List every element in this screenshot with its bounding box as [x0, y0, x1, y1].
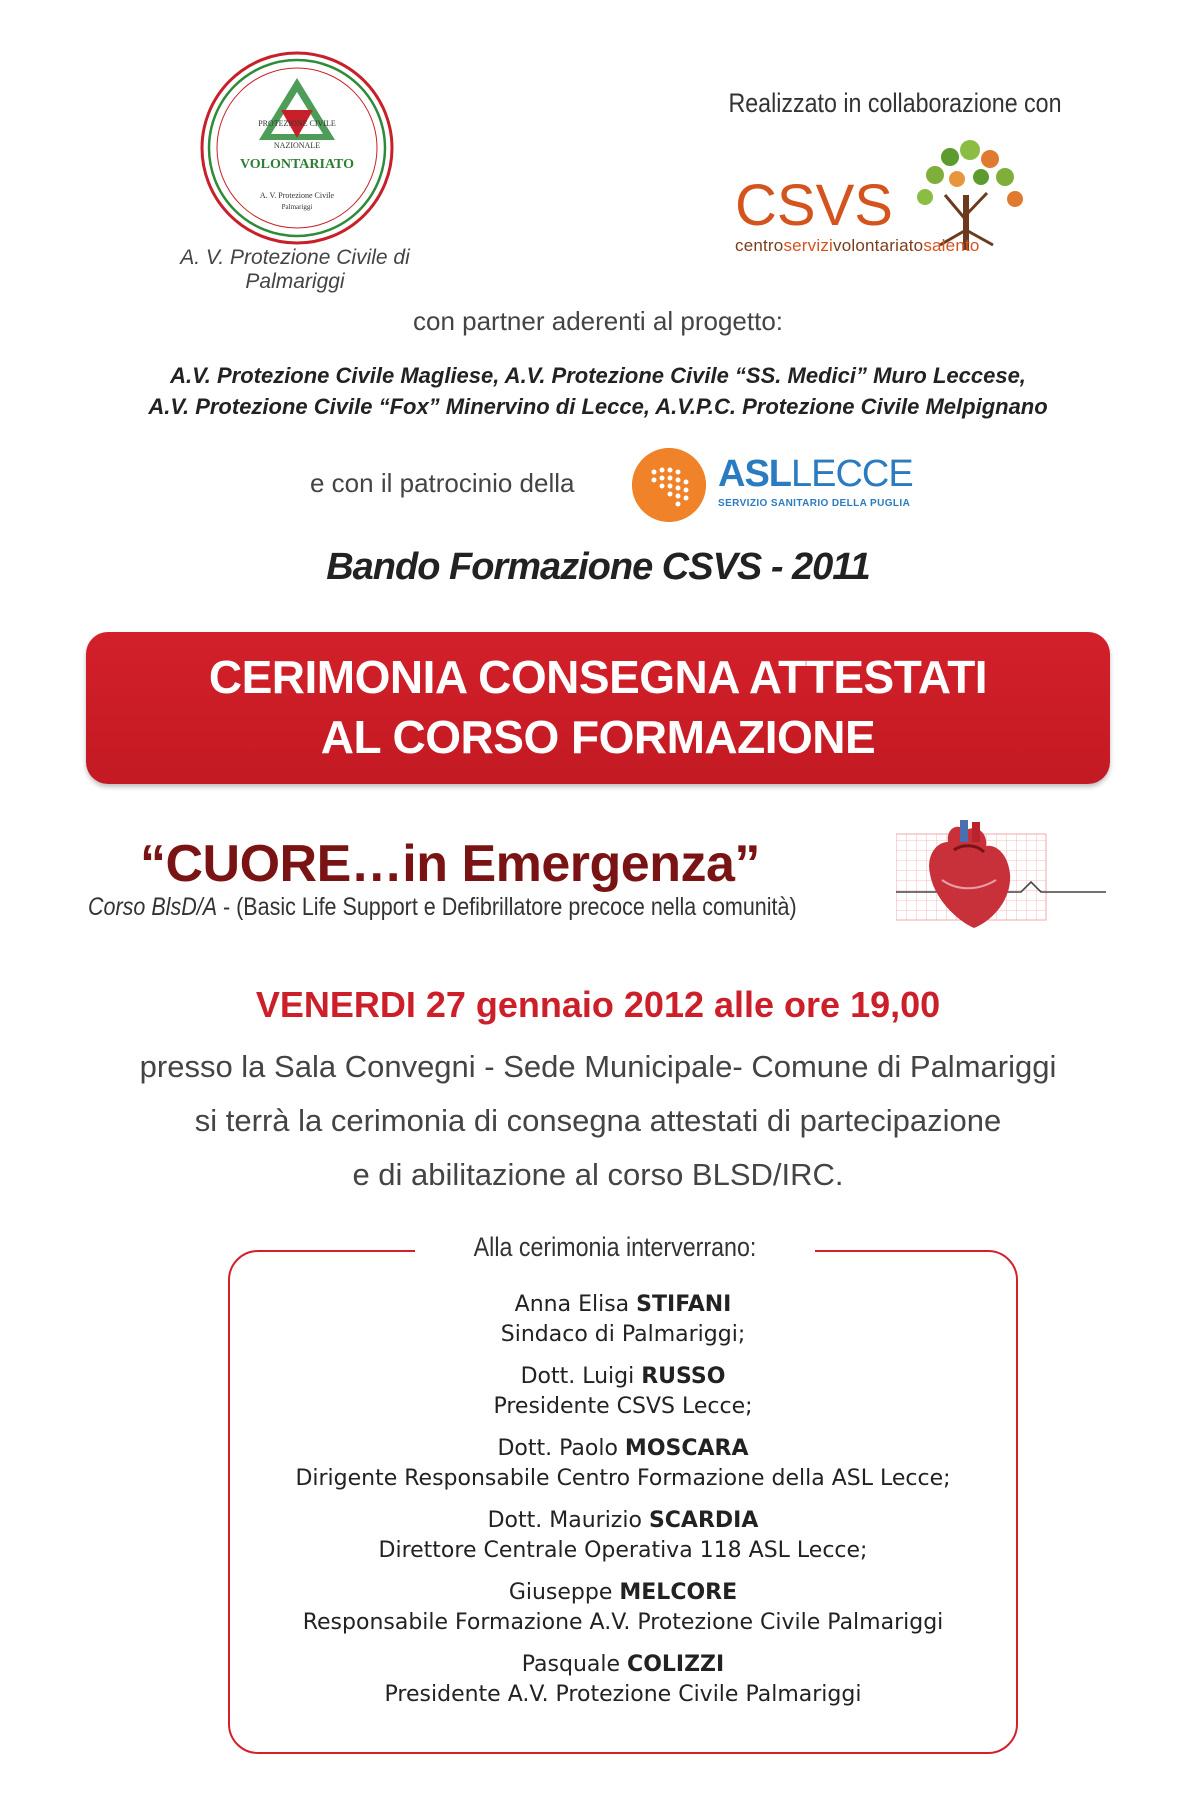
- speakers-title: Alla cerimonia interverrano:: [473, 1232, 757, 1262]
- pc-caption: A. V. Protezione Civile di Palmariggi: [180, 246, 410, 293]
- speaker-role: Responsabile Formazione A.V. Protezione Civile Palmariggi: [302, 1610, 944, 1635]
- speaker-role: Sindaco di Palmariggi;: [500, 1322, 746, 1347]
- speaker-name: Anna Elisa STIFANI: [514, 1292, 732, 1317]
- speaker-role: Presidente A.V. Protezione Civile Palmariggi: [384, 1682, 862, 1707]
- speaker-name: Dott. Luigi RUSSO: [520, 1364, 726, 1389]
- course-subtitle: Corso BlsD/A - (Basic Life Support e Defibrillatore precoce nella comunità): [88, 893, 797, 921]
- protezione-civile-logo: [197, 48, 397, 248]
- asl-subtitle: SERVIZIO SANITARIO DELLA PUGLIA: [718, 498, 911, 509]
- speaker-item: [228, 1362, 1018, 1422]
- speaker-role: Dirigente Responsabile Centro Formazione della ASL Lecce;: [295, 1466, 951, 1491]
- speaker-name: Pasquale COLIZZI: [521, 1652, 725, 1677]
- asl-logo-icon: [632, 448, 706, 522]
- speaker-name: Dott. Maurizio SCARDIA: [487, 1508, 759, 1533]
- bando-title: Bando Formazione CSVS - 2011: [326, 546, 870, 588]
- partners-line-1: A.V. Protezione Civile Magliese, A.V. Protezione Civile “SS. Medici” Muro Leccese,: [170, 363, 1026, 388]
- event-line-3: e di abilitazione al corso BLSD/IRC.: [352, 1157, 844, 1192]
- speaker-item: [228, 1650, 1018, 1710]
- ceremony-banner: [86, 632, 1110, 784]
- banner-line-1: CERIMONIA CONSEGNA ATTESTATI: [208, 651, 988, 703]
- heart-ecg-icon: [896, 820, 1106, 932]
- speaker-role: Presidente CSVS Lecce;: [493, 1394, 753, 1419]
- collaboration-text: Realizzato in collaborazione con: [728, 88, 1062, 118]
- pc-logo-small-text-1: A. V. Protezione Civile: [259, 191, 335, 200]
- pc-logo-small-text-2: Palmariggi: [281, 203, 313, 211]
- pc-logo-top-text: PROTEZIONE CIVILE: [258, 119, 336, 128]
- speaker-role: Direttore Centrale Operativa 118 ASL Lecce;: [378, 1538, 868, 1563]
- asl-logo-text: ASLLECCE: [718, 453, 913, 495]
- course-title: “CUORE…in Emergenza”: [140, 835, 760, 893]
- speaker-item: [228, 1434, 1018, 1494]
- speakers-list: [228, 1290, 1018, 1722]
- speaker-item: [228, 1506, 1018, 1566]
- event-line-2: si terrà la cerimonia di consegna attestati di partecipazione: [194, 1103, 1002, 1138]
- event-line-1: presso la Sala Convegni - Sede Municipale- Comune di Palmariggi: [139, 1049, 1057, 1084]
- partners-intro: con partner aderenti al progetto:: [412, 306, 784, 336]
- pc-logo-bottom-text: NAZIONALE: [273, 141, 321, 150]
- speaker-item: [228, 1290, 1018, 1350]
- event-description: [0, 1040, 1196, 1202]
- csvs-tagline: centroservizivolontariatosalento: [735, 236, 980, 255]
- speaker-item: [228, 1578, 1018, 1638]
- banner-line-2: AL CORSO FORMAZIONE: [320, 711, 876, 763]
- pc-logo-center-text: VOLONTARIATO: [239, 157, 355, 172]
- speaker-name: Dott. Paolo MOSCARA: [497, 1436, 749, 1461]
- event-date: VENERDI 27 gennaio 2012 alle ore 19,00: [255, 984, 941, 1025]
- partners-list: [0, 360, 1196, 422]
- speaker-name: Giuseppe MELCORE: [508, 1580, 738, 1605]
- partners-line-2: A.V. Protezione Civile “Fox” Minervino di Lecce, A.V.P.C. Protezione Civile Melpignano: [148, 394, 1048, 419]
- tree-icon: [917, 140, 1023, 250]
- csvs-logo-text: CSVS: [735, 173, 893, 238]
- patrocinio-text: e con il patrocinio della: [310, 468, 575, 498]
